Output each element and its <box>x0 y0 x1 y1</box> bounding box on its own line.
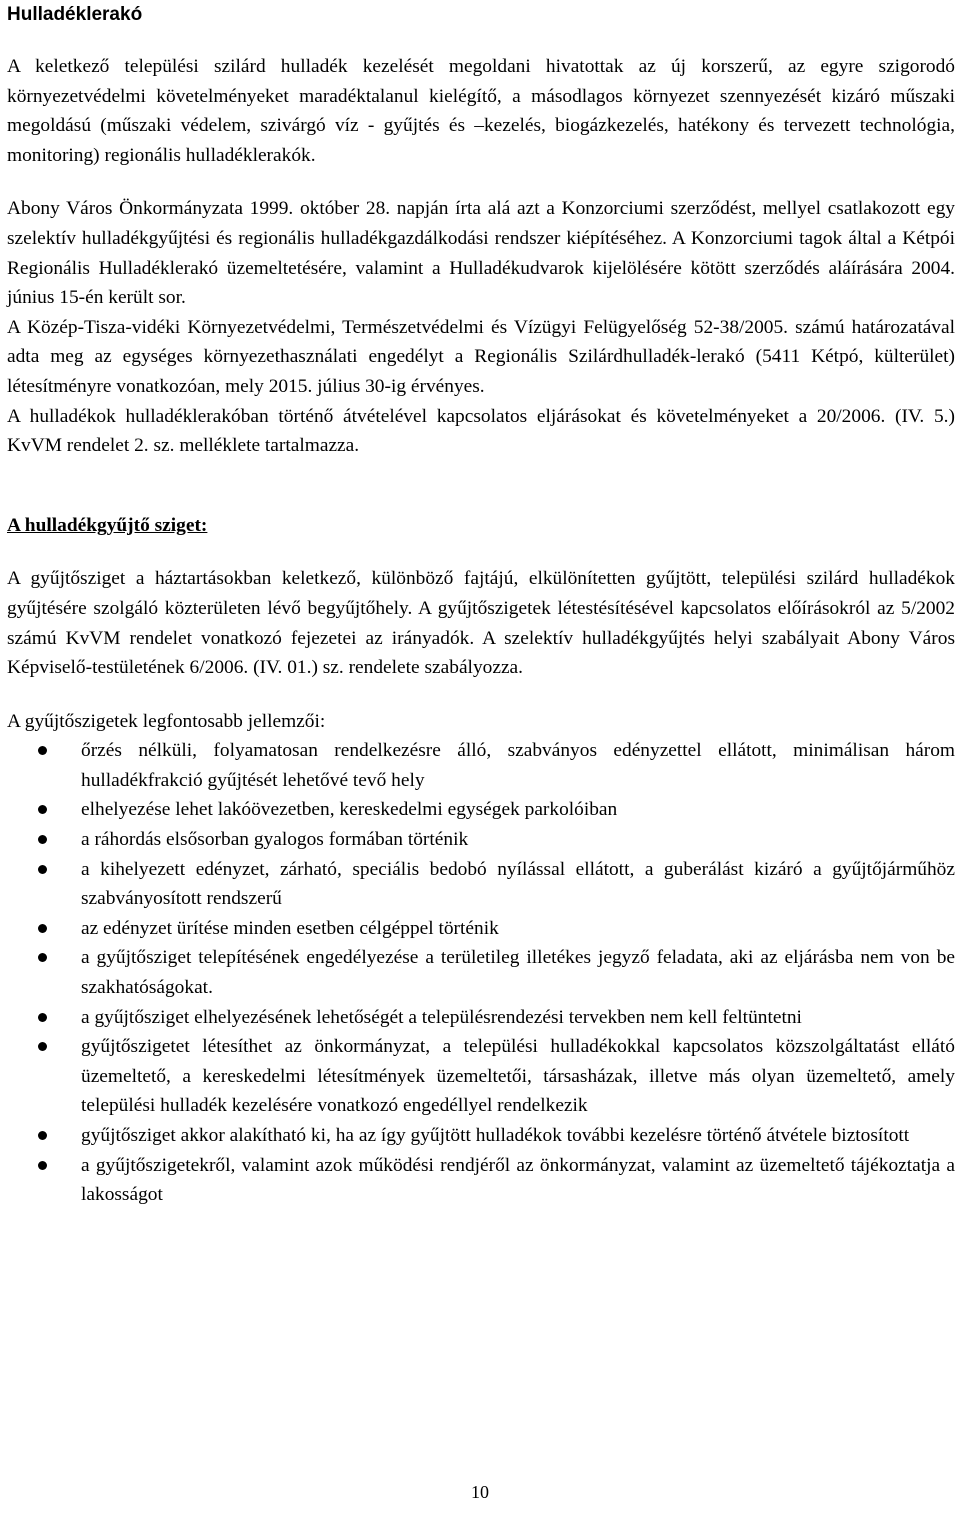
bullet-icon <box>38 924 47 933</box>
page-title: Hulladéklerakó <box>7 4 143 25</box>
spacer <box>7 461 955 511</box>
features-intro: A gyűjtőszigetek legfontosabb jellemzői: <box>7 710 326 732</box>
island-paragraph: A gyűjtősziget a háztartásokban keletkező, különböző fajtájú, elkülönítetten gyűjtött, települési szilárd hulladékok gyűjtésére szolgáló közterületen lévő begyűjtőhely. A gyűjtőszigetek létestésítésével kapcsolatos előírásokról az 5/2002 számú KvVM rendelet vonatkozó fejezetei az irányadók. A szelektív hulladékgyűjtés helyi szabályait Abony Város Képviselő-testületének 6/2006. (IV. 01.) sz. rendelete szabályozza. <box>7 568 955 679</box>
list-item-text: a gyűjtősziget elhelyezésének lehetőségét a településrendezési tervekben nem kell feltüntetni <box>81 1006 802 1028</box>
spacer <box>7 683 955 707</box>
bullet-icon <box>38 1161 47 1170</box>
features-list <box>7 736 955 1210</box>
list-item-text: gyűjtősziget akkor alakítható ki, ha az így gyűjtött hulladékok további kezelésre történő átvétele biztosított <box>81 1125 910 1146</box>
bullet-icon <box>38 865 47 874</box>
list-item-text: elhelyezése lehet lakóövezetben, kereskedelmi egységek parkolóiban <box>81 799 618 821</box>
bullet-icon <box>38 1131 47 1140</box>
list-item-text: az edényzet ürítése minden esetben célgéppel történik <box>81 917 499 939</box>
konzorcium-paragraph: Abony Város Önkormányzata 1999. október 28. napján írta alá azt a Konzorciumi szerződést, mellyel csatlakozott egy szelektív hulladékgyűjtési és regionális hulladékgazdálkodási rendszer kiépítéséhez. A Konzorciumi tagok által a Kétpói Regionális Hulladéklerakó üzemeltetésére, valamint a Hulladékudvarok kijelölésére kötött szerződés aláírására 2004. június 15-én került sor. <box>7 198 955 309</box>
bullet-icon <box>38 953 47 962</box>
list-item <box>7 825 955 855</box>
list-item <box>7 1032 955 1121</box>
list-item-text: őrzés nélküli, folyamatosan rendelkezésre álló, szabványos edényzettel ellátott, minimálisan három hulladékfrakció gyűjtését lehetővé tevő hely <box>81 740 955 791</box>
list-item <box>7 736 955 795</box>
list-item-text: a gyűjtőszigetekről, valamint azok működési rendjéről az önkormányzat, valamint az üzemeltető tájékoztatja a lakosságot <box>81 1154 955 1206</box>
regulation-paragraph: A hulladékok hulladéklerakóban történő átvételével kapcsolatos eljárásokat és követelményeket a 20/2006. (IV. 5.) KvVM rendelet 2. sz. melléklete tartalmazza. <box>7 405 955 457</box>
bullet-icon <box>38 1013 47 1022</box>
island-heading: A hulladékgyűjtő sziget: <box>7 514 208 536</box>
document-page <box>7 0 955 1210</box>
bullet-icon <box>38 1042 47 1051</box>
spacer <box>7 540 955 564</box>
list-item <box>7 914 955 944</box>
permit-paragraph: A Közép-Tisza-vidéki Környezetvédelmi, Természetvédelmi és Vízügyi Felügyelőség 52-38/2005. számú határozatával adta meg az egységes környezethasználati engedélyt a Regionális Szilárdhulladék-lerakó (5411 Kétpó, külterület) létesítményre vonatkozóan, mely 2015. július 30-ig érvényes. <box>7 316 955 397</box>
list-item-text: a ráhordás elsősorban gyalogos formában történik <box>81 829 469 851</box>
list-item <box>7 1151 955 1210</box>
bullet-icon <box>38 746 47 755</box>
spacer <box>7 170 955 194</box>
list-item <box>7 855 955 914</box>
list-item <box>7 1121 955 1151</box>
page-number: 10 <box>471 1482 489 1502</box>
list-item-text: a kihelyezett edényzet, zárható, speciális bedobó nyílással ellátott, a guberálást kizáró a gyűjtőjárműhöz szabványosított rendszerű <box>81 858 955 910</box>
bullet-icon <box>38 805 47 814</box>
list-item-text: a gyűjtősziget telepítésének engedélyezése a területileg illetékes jegyző feladata, aki az eljárásba nem von be szakhatóságokat. <box>81 947 955 999</box>
list-item <box>7 1003 955 1033</box>
list-item <box>7 795 955 825</box>
intro-paragraph: A keletkező települési szilárd hulladék kezelését megoldani hivatottak az új korszerű, az egyre szigorodó környezetvédelmi követelményeket maradéktalanul kielégítő, a másodlagos környezet szennyezését kizáró műszaki megoldású (műszaki védelem, szivárgó víz - gyűjtés és –kezelés, biogázkezelés, hatékony és tervezett technológia, monitoring) regionális hulladéklerakók. <box>7 56 955 166</box>
spacer <box>7 28 955 52</box>
list-item-text: gyűjtőszigetet létesíthet az önkormányzat, a települési hulladékokkal kapcsolatos közszolgáltatást ellátó üzemeltető, a kereskedelmi létesítmények üzemeltetői, társasházak, illetve más olyan üzemeltető, amely települési hulladék kezelésére vonatkozó engedéllyel rendelkezik <box>81 1036 955 1117</box>
list-item <box>7 943 955 1002</box>
bullet-icon <box>38 835 47 844</box>
